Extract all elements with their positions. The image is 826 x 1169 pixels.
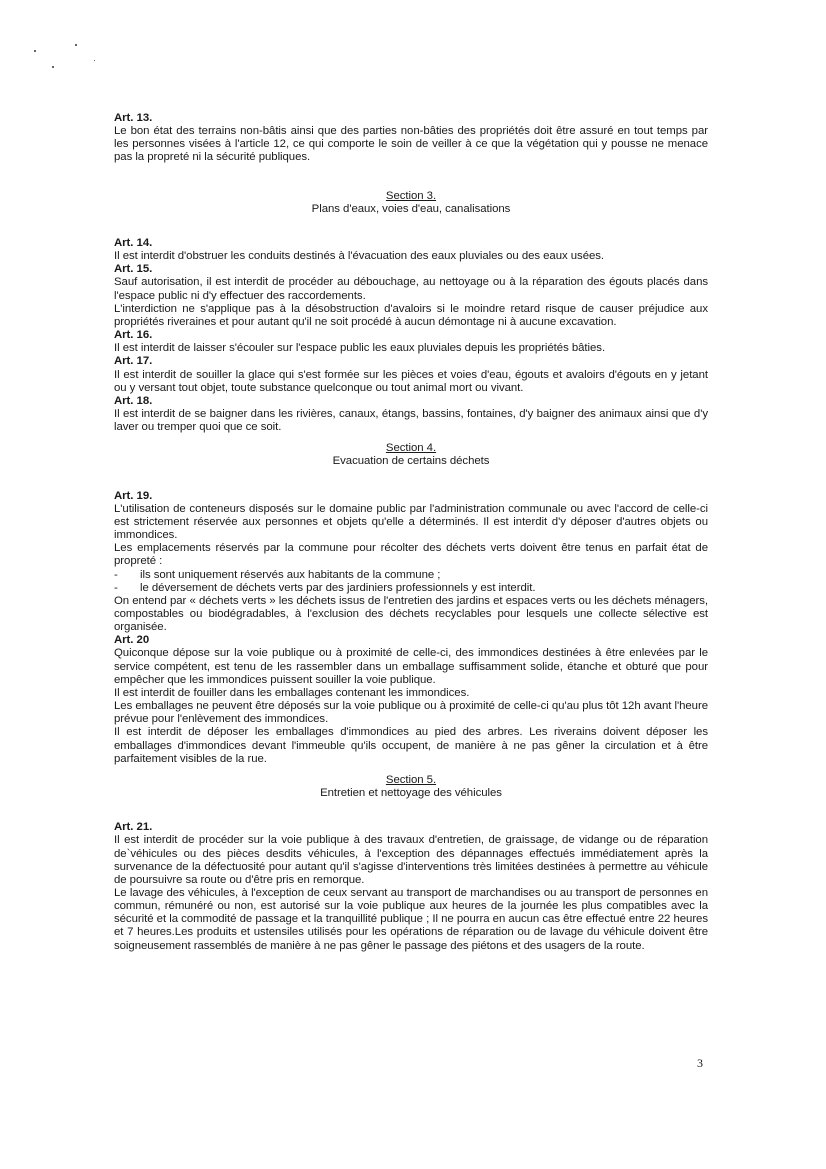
section-4-title: Evacuation de certains déchets (332, 455, 490, 468)
list-dash: - (114, 581, 118, 594)
scan-speck (75, 44, 77, 46)
article-19-paragraph: Les emplacements réservés par la commune pour récolter des déchets verts doivent être tenus en parfait état de propreté : (114, 542, 708, 568)
article-21-label: Art. 21. (114, 821, 153, 834)
scan-speck (34, 50, 36, 52)
scan-speck (94, 60, 95, 61)
article-16-label: Art. 16. (114, 329, 153, 342)
article-13-text: Le bon état des terrains non-bâtis ainsi que des parties non-bâties des propriétés doit être assuré en tout temps par les personnes visées à l'article 12, ce qui comporte le soin de veiller à ce que la végétation qui y pousse ne menace pas la propreté ni la sécurité publiques. (114, 125, 708, 164)
article-21-paragraph: Le lavage des véhicules, à l'exception de ceux servant au transport de marchandises ou au transport de personnes en commun, rémunéré ou non, est autorisé sur la voie publique aux heures de la journée les plus compatibles avec la sécurité et la commodité de passage et la tranquillité publique ; Il ne pourra en aucun cas être effectué entre 22 heures et 7 heures.Les produits et ustensiles utilisés pour les opérations de réparation ou de lavage du véhicule doivent être soigneusement rassemblés de manière à ne pas gêner le passage des piétons et des usagers de la route. (114, 886, 708, 952)
section-4-heading: Section 4. (385, 442, 437, 455)
article-17-text: Il est interdit de souiller la glace qui s'est formée sur les pièces et voies d'eau, égouts et avaloirs d'égouts en y jetant ou y versant tout objet, toute substance quelconque ou tout animal mort ou vivant. (114, 368, 708, 394)
list-item (114, 569, 708, 582)
article-20-paragraph: Il est interdit de fouiller dans les emballages contenant les immondices. (114, 686, 470, 699)
section-5-title: Entretien et nettoyage des véhicules (320, 787, 502, 800)
article-16-text: Il est interdit de laisser s'écouler sur l'espace public les eaux pluviales depuis les propriétés bâties. (114, 342, 606, 355)
article-20-paragraph: Quiconque dépose sur la voie publique ou à proximité de celle-ci, des immondices destinées à être enlevées par le service compétent, est tenu de les rassembler dans un emballage suffisamment solide, étanche et obturé que pour empêcher que les immondices puissent souiller la voie publique. (114, 647, 708, 686)
article-20-label: Art. 20 (114, 634, 150, 647)
article-18-text: Il est interdit de se baigner dans les rivières, canaux, étangs, bassins, fontaines, d'y baigner des animaux ainsi que d'y laver ou tremper quoi que ce soit. (114, 407, 708, 434)
article-20-paragraph: Il est interdit de déposer les emballages d'immondices au pied des arbres. Les riverains doivent déposer les emballages d'immondices devant l'immeuble qu'ils occupent, de manière à ne pas gêner la circulation et à être parfaitement visibles de la rue. (114, 726, 708, 765)
section-5-heading: Section 5. (385, 773, 437, 786)
article-18-label: Art. 18. (114, 394, 153, 407)
article-19-paragraph: L'utilisation de conteneurs disposés sur le domaine public par l'administration communale ou avec l'accord de celle-ci est strictement réservée aux personnes et objets qu'elle a déterminés. Il est interdit d'y déposer d'autres objets ou immondices. (114, 502, 708, 542)
list-item-text: le déversement de déchets verts par des jardiniers professionnels y est interdit. (140, 581, 536, 594)
document-page (114, 112, 708, 953)
page-number: 3 (697, 1056, 703, 1070)
article-20-paragraph: Les emballages ne peuvent être déposés sur la voie publique ou à proximité de celle-ci qu'au plus tôt 12h avant l'heure prévue pour l'enlèvement des immondices. (114, 700, 708, 726)
article-15-paragraph: L'interdiction ne s'applique pas à la désobstruction d'avaloirs si le moindre retard risque de causer préjudice aux propriétés riveraines et pour autant qu'il ne soit procédé à aucun démontage ni à aucune excavation. (114, 302, 708, 328)
article-15-paragraph: Sauf autorisation, il est interdit de procéder au débouchage, au nettoyage ou à la réparation des égouts placés dans l'espace public ni d'y effectuer des raccordements. (114, 276, 708, 302)
section-3-title: Plans d'eaux, voies d'eau, canalisations (311, 202, 511, 215)
article-19-paragraph: On entend par « déchets verts » les déchets issus de l'entretien des jardins et espaces verts ou les déchets ménagers, compostables ou biodégradables, à l'exclusion des déchets recyclables pour lesquels une collecte sélective est organisée. (114, 594, 708, 634)
list-dash: - (114, 568, 118, 581)
article-21-paragraph: Il est interdit de procéder sur la voie publique à des travaux d'entretien, de graissage, de vidange ou de réparation de`véhicules ou des pièces desdits véhicules, à l'exception des dépannages effectués immédiatement après la survenance de la défectuosité pour autant qu'il s'agisse d'interventions très limitées destinées à permettre au véhicule de poursuivre sa route ou d'être pris en remorque. (114, 834, 708, 886)
list-item (114, 582, 708, 595)
article-14-label: Art. 14. (114, 236, 153, 249)
section-3-heading: Section 3. (385, 189, 437, 202)
list-item-text: ils sont uniquement réservés aux habitants de la commune ; (140, 568, 441, 581)
article-19-label: Art. 19. (114, 489, 153, 502)
article-13-label: Art. 13. (114, 112, 153, 124)
article-15-label: Art. 15. (114, 263, 153, 276)
scan-speck (52, 66, 54, 68)
article-17-label: Art. 17. (114, 355, 153, 368)
article-14-text: Il est interdit d'obstruer les conduits destinés à l'évacuation des eaux pluviales ou des eaux usées. (114, 250, 605, 263)
